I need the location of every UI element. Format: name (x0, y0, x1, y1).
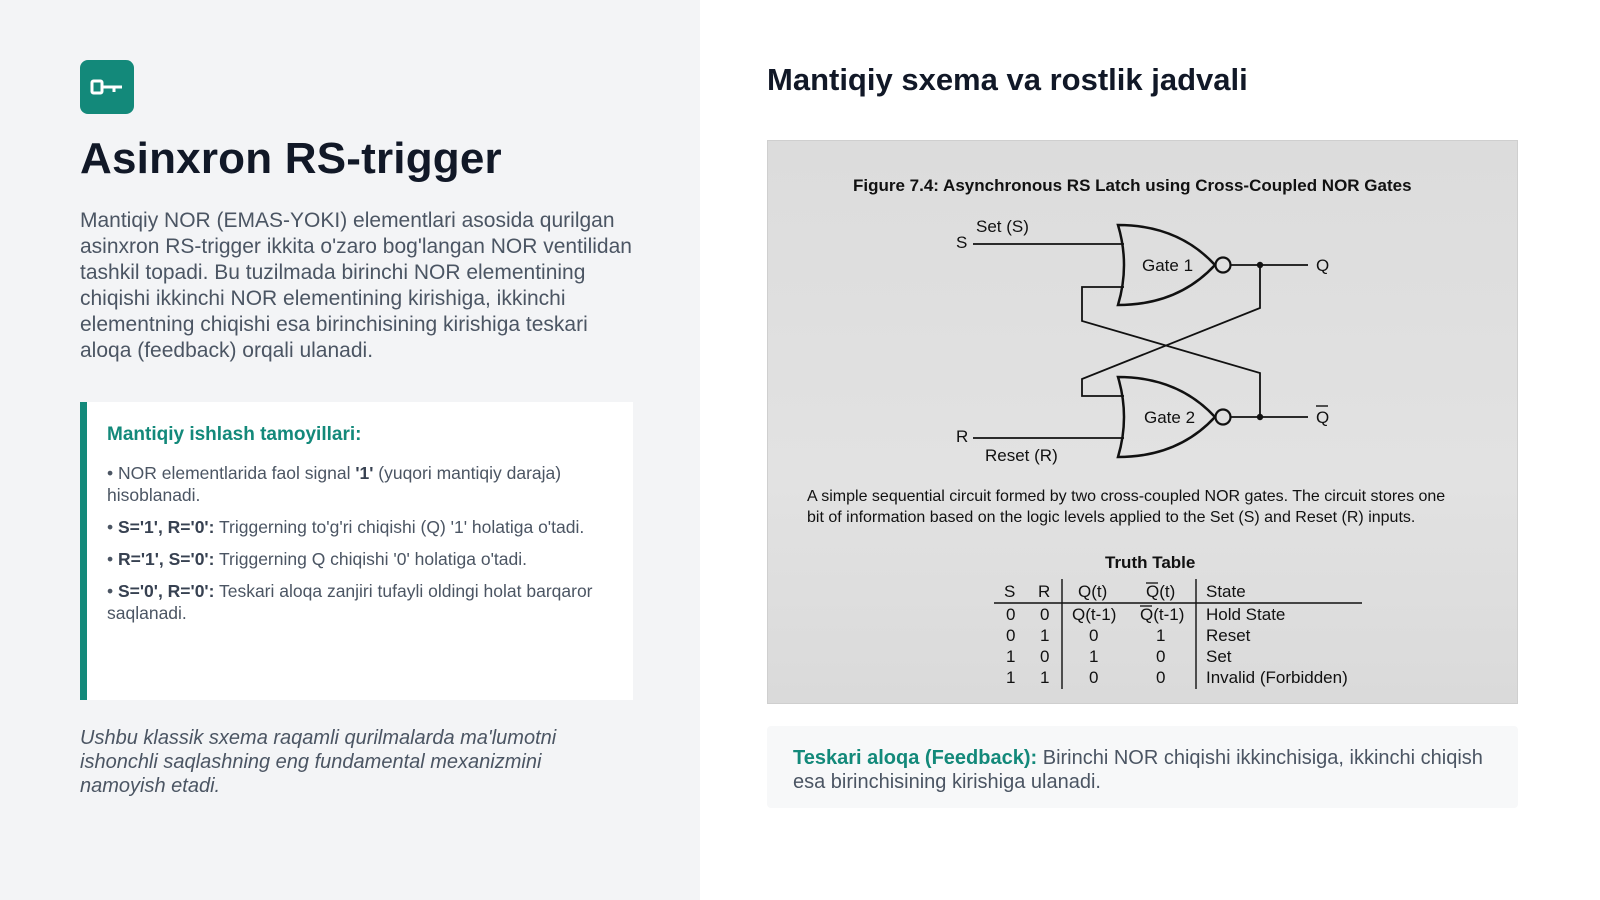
key-icon (80, 60, 134, 114)
feedback-text: Birinchi NOR chiqishi ikkinchisiga, ikkinchi chiqish esa birinchisining kirishiga ulanadi. (793, 747, 1483, 793)
principle-text: Triggerning Q chiqishi '0' holatiga o'tadi. (214, 549, 527, 569)
output-q-label: Q (1316, 256, 1330, 275)
input-s-label: S (956, 233, 968, 252)
principle-item (107, 462, 613, 506)
truth-table (994, 579, 1362, 689)
key-glyph (90, 77, 124, 97)
table-cell: 1 (1006, 668, 1016, 687)
figure-description-line1: A simple sequential circuit formed by two cross-coupled NOR gates. The circuit stores one (807, 488, 1446, 505)
principle-bold: R='1', S='0': (118, 549, 215, 569)
table-cell: 1 (1040, 626, 1050, 645)
table-row (1006, 605, 1285, 624)
closing-note: Ushbu klassik sxema raqamli qurilmalarda ma'lumotni ishonchli saqlashning eng fundamental mexanizmini namoyish etadi. (80, 727, 557, 797)
latch-diagram (768, 141, 1519, 705)
principle-item: • S='1', R='0': Triggerning to'g'ri chiqishi (Q) '1' holatiga o'tadi. (107, 517, 585, 537)
table-cell: 0 (1040, 647, 1050, 666)
table-cell: 0 (1089, 668, 1099, 687)
figure-caption: Figure 7.4: Asynchronous RS Latch using Cross-Coupled NOR Gates (853, 176, 1412, 195)
principle-text: (yuqori mantiqiy daraja) hisoblanadi. (107, 463, 562, 505)
table-cell: Q(t-1) (1072, 605, 1117, 624)
principles-title: Mantiqiy ishlash tamoyillari: (107, 424, 362, 445)
principles-card (80, 402, 633, 700)
junction-dot-qbar (1257, 414, 1263, 420)
table-row (1006, 626, 1251, 645)
figure-description-line2: bit of information based on the logic levels applied to the Set (S) and Reset (R) inputs. (807, 509, 1416, 526)
table-cell: 0 (1156, 668, 1166, 687)
feedback-callout (767, 726, 1518, 808)
table-header-s: S (1004, 582, 1016, 601)
table-cell: 0 (1006, 605, 1016, 624)
inverter-bubble-2 (1216, 410, 1231, 425)
table-cell: 1 (1156, 626, 1166, 645)
table-cell: Set (1206, 647, 1232, 666)
wiring (973, 244, 1308, 438)
principle-bold: S='1', R='0': (118, 517, 215, 537)
gate-2-label: Gate 2 (1144, 408, 1196, 427)
principle-bold: S='0', R='0': (118, 581, 215, 601)
table-header-state: State (1206, 582, 1246, 601)
principle-item: • S='0', R='0': Teskari aloqa zanjiri tufayli oldingi holat barqaror saqlanadi. (107, 581, 593, 623)
table-cell: Hold State (1206, 605, 1286, 624)
table-cell: 0 (1089, 626, 1099, 645)
table-cell: Invalid (Forbidden) (1206, 668, 1348, 687)
principle-bold: '1' (355, 463, 374, 483)
table-cell: 1 (1040, 668, 1050, 687)
feedback-label: Teskari aloqa (Feedback): (793, 747, 1038, 769)
table-cell: 1 (1089, 647, 1099, 666)
table-row (1006, 668, 1348, 687)
table-cell: 0 (1156, 647, 1166, 666)
junction-dot-q (1257, 262, 1263, 268)
input-r-label: R (956, 427, 969, 446)
gate-1-label: Gate 1 (1142, 256, 1194, 275)
principle-text: Triggerning to'g'ri chiqishi (Q) '1' holatiga o'tadi. (214, 517, 585, 537)
principle-text: Teskari aloqa zanjiri tufayli oldingi holat barqaror saqlanadi. (107, 581, 593, 623)
output-qbar-label: Q (1316, 408, 1330, 427)
table-cell: 1 (1006, 647, 1016, 666)
principles-list (107, 462, 613, 624)
table-row (1006, 647, 1232, 666)
input-s-name: Set (S) (976, 217, 1029, 236)
table-header-r: R (1038, 582, 1051, 601)
latch-figure (767, 140, 1518, 704)
section-title: Mantiqiy sxema va rostlik jadvali (767, 62, 1248, 97)
table-cell: Reset (1206, 626, 1251, 645)
table-cell: 0 (1040, 605, 1050, 624)
truth-table-title: Truth Table (1105, 553, 1196, 572)
principle-item: • R='1', S='0': Triggerning Q chiqishi '0' holatiga o'tadi. (107, 549, 527, 569)
table-cell: 0 (1006, 626, 1016, 645)
principle-text: • NOR elementlarida faol signal (107, 463, 356, 483)
table-cell: Q(t-1) (1140, 605, 1185, 624)
input-r-name: Reset (R) (985, 446, 1058, 465)
page-title: Asinxron RS-trigger (80, 134, 502, 183)
inverter-bubble-1 (1216, 258, 1231, 273)
table-header-qt: Q(t) (1078, 582, 1108, 601)
table-header-qbar-t: Q(t) (1146, 582, 1176, 601)
intro-paragraph: Mantiqiy NOR (EMAS-YOKI) elementlari asosida qurilgan asinxron RS-trigger ikkita o'zaro bog'langan NOR ventilidan tashkil topadi. Bu tuzilmada birinchi NOR elementining chiqishi ikkinchi NOR elementining kirishiga, ikkinchi elementning chiqishi esa birinchisining kirishiga teskari aloqa (feedback) orqali ulanadi. (80, 209, 632, 362)
